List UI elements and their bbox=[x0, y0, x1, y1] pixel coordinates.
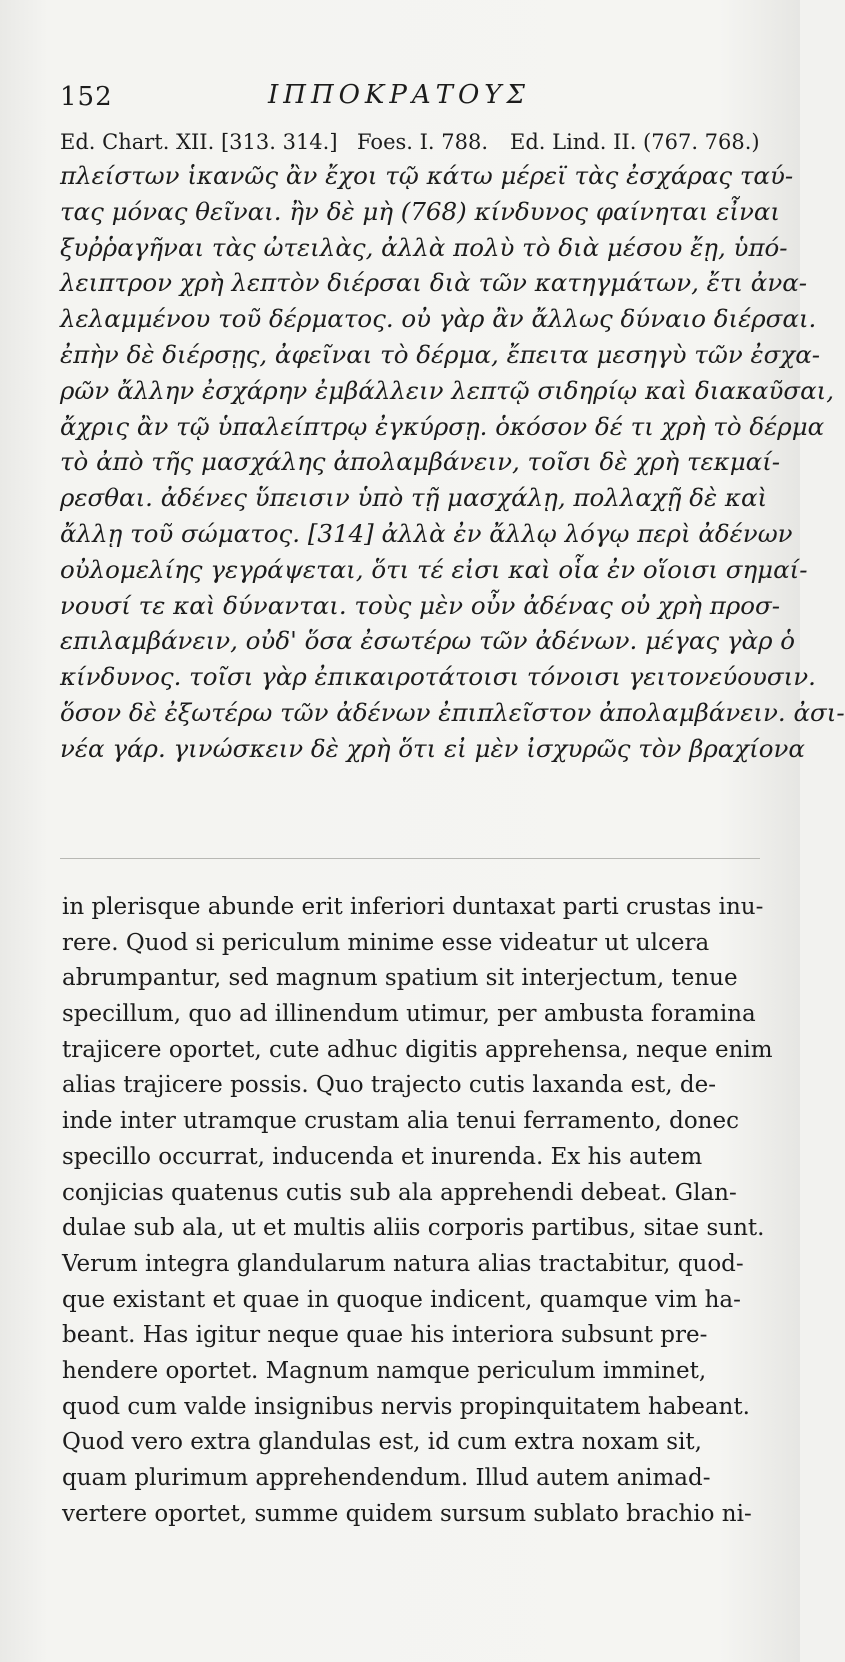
latin-line: dulae sub ala, ut et multis aliis corporis partibus, sitae sunt. bbox=[62, 1215, 765, 1242]
greek-line: ὅσον δὲ ἐξωτέρω τῶν ἀδένων ἐπιπλεῖστον ἀπολαμβάνειν. ἀσι- bbox=[60, 697, 845, 727]
greek-line: ρεσθαι. ἀδένες ὕπεισιν ὑπὸ τῇ μασχάλῃ, πολλαχῇ δὲ καὶ bbox=[60, 483, 768, 513]
greek-line: νέα γάρ. γινώσκειν δὲ χρὴ ὅτι εἰ μὲν ἰσχυρῶς τὸν βραχίονα bbox=[60, 733, 805, 763]
latin-text-block bbox=[62, 890, 773, 1532]
latin-line: inde inter utramque crustam alia tenui ferramento, donec bbox=[62, 1108, 739, 1135]
latin-line: trajicere oportet, cute adhuc digitis apprehensa, neque enim bbox=[62, 1036, 773, 1063]
latin-line: specillum, quo ad illinendum utimur, per ambusta foramina bbox=[62, 1001, 756, 1028]
page-number: 152 bbox=[60, 82, 113, 112]
greek-line: ρῶν ἄλλην ἐσχάρην ἐμβάλλειν λεπτῷ σιδηρίῳ καὶ διακαῦσαι, bbox=[60, 375, 835, 405]
latin-line: rere. Quod si periculum minime esse videatur ut ulcera bbox=[62, 929, 710, 956]
edition-ref-lind: Ed. Lind. II. (767. 768.) bbox=[510, 130, 760, 154]
latin-line: hendere oportet. Magnum namque periculum imminet, bbox=[62, 1357, 707, 1384]
edition-ref-chart: Ed. Chart. XII. [313. 314.] bbox=[60, 130, 338, 154]
greek-line: ἐπὴν δὲ διέρσῃς, ἀφεῖναι τὸ δέρμα, ἔπειτα μεσηγὺ τῶν ἐσχα- bbox=[60, 339, 821, 369]
latin-line: quod cum valde insignibus nervis propinquitatem habeant. bbox=[62, 1393, 750, 1420]
greek-line: επιλαμβάνειν, οὐδ' ὅσα ἐσωτέρω τῶν ἀδένων. μέγας γὰρ ὁ bbox=[60, 626, 796, 656]
latin-line: que existant et quae in quoque indicent, quamque vim ha- bbox=[62, 1286, 741, 1313]
greek-line: τὸ ἀπὸ τῆς μασχάλης ἀπολαμβάνειν, τοῖσι δὲ χρὴ τεκμαί- bbox=[60, 447, 781, 477]
latin-line: alias trajicere possis. Quo trajecto cutis laxanda est, de- bbox=[62, 1072, 716, 1099]
greek-line: πλείστων ἱκανῶς ἂν ἔχοι τῷ κάτω μέρεϊ τὰς ἐσχάρας ταύ- bbox=[60, 161, 794, 190]
latin-line: quam plurimum apprehendendum. Illud autem animad- bbox=[62, 1465, 711, 1491]
latin-line: beant. Has igitur neque quae his interiora subsunt pre- bbox=[62, 1322, 708, 1349]
greek-line: ἄλλῃ τοῦ σώματος. [314] ἀλλὰ ἐν ἄλλῳ λόγῳ περὶ ἀδένων bbox=[60, 518, 793, 548]
running-head: ΙΠΠΟΚΡΑΤΟΥΣ bbox=[268, 80, 530, 110]
greek-line: λειπτρον χρὴ λεπτὸν διέρσαι διὰ τῶν κατηγμάτων, ἔτι ἀνα- bbox=[60, 268, 808, 298]
latin-line: specillo occurrat, inducenda et inurenda. Ex his autem bbox=[62, 1143, 703, 1170]
greek-line: ἄχρις ἂν τῷ ὑπαλείπτρῳ ἐγκύρσῃ. ὁκόσον δέ τι χρὴ τὸ δέρμα bbox=[60, 411, 825, 441]
greek-line: ξυῤῥαγῆναι τὰς ὠτειλὰς, ἀλλὰ πολὺ τὸ διὰ μέσου ἔῃ, ὑπό- bbox=[60, 232, 788, 262]
greek-line: λελαμμένου τοῦ δέρματος. οὐ γὰρ ἂν ἄλλως δύναιο διέρσαι. bbox=[60, 304, 817, 334]
section-divider bbox=[60, 858, 760, 859]
latin-line: conjicias quatenus cutis sub ala apprehendi debeat. Glan- bbox=[62, 1179, 737, 1206]
greek-line: τας μόνας θεῖναι. ἢν δὲ μὴ (768) κίνδυνος φαίνηται εἶναι bbox=[60, 196, 780, 226]
greek-line: οὐλομελίης γεγράψεται, ὅτι τέ εἰσι καὶ οἷα ἐν οἵοισι σημαί- bbox=[60, 554, 808, 584]
greek-text-block bbox=[60, 158, 845, 767]
latin-line: abrumpantur, sed magnum spatium sit interjectum, tenue bbox=[62, 965, 738, 992]
greek-line: κίνδυνος. τοῖσι γὰρ ἐπικαιροτάτοισι τόνοισι γειτονεύουσιν. bbox=[60, 662, 816, 692]
latin-line: in plerisque abunde erit inferiori duntaxat parti crustas inu- bbox=[62, 894, 764, 920]
greek-line: νουσί τε καὶ δύνανται. τοὺς μὲν οὖν ἀδένας οὐ χρὴ προσ- bbox=[60, 590, 780, 620]
latin-line: Verum integra glandularum natura alias tractabitur, quod- bbox=[62, 1250, 744, 1277]
latin-line: Quod vero extra glandulas est, id cum extra noxam sit, bbox=[62, 1429, 702, 1456]
latin-line: vertere oportet, summe quidem sursum sublato brachio ni- bbox=[62, 1500, 752, 1527]
edition-ref-foes: Foes. I. 788. bbox=[357, 130, 489, 154]
